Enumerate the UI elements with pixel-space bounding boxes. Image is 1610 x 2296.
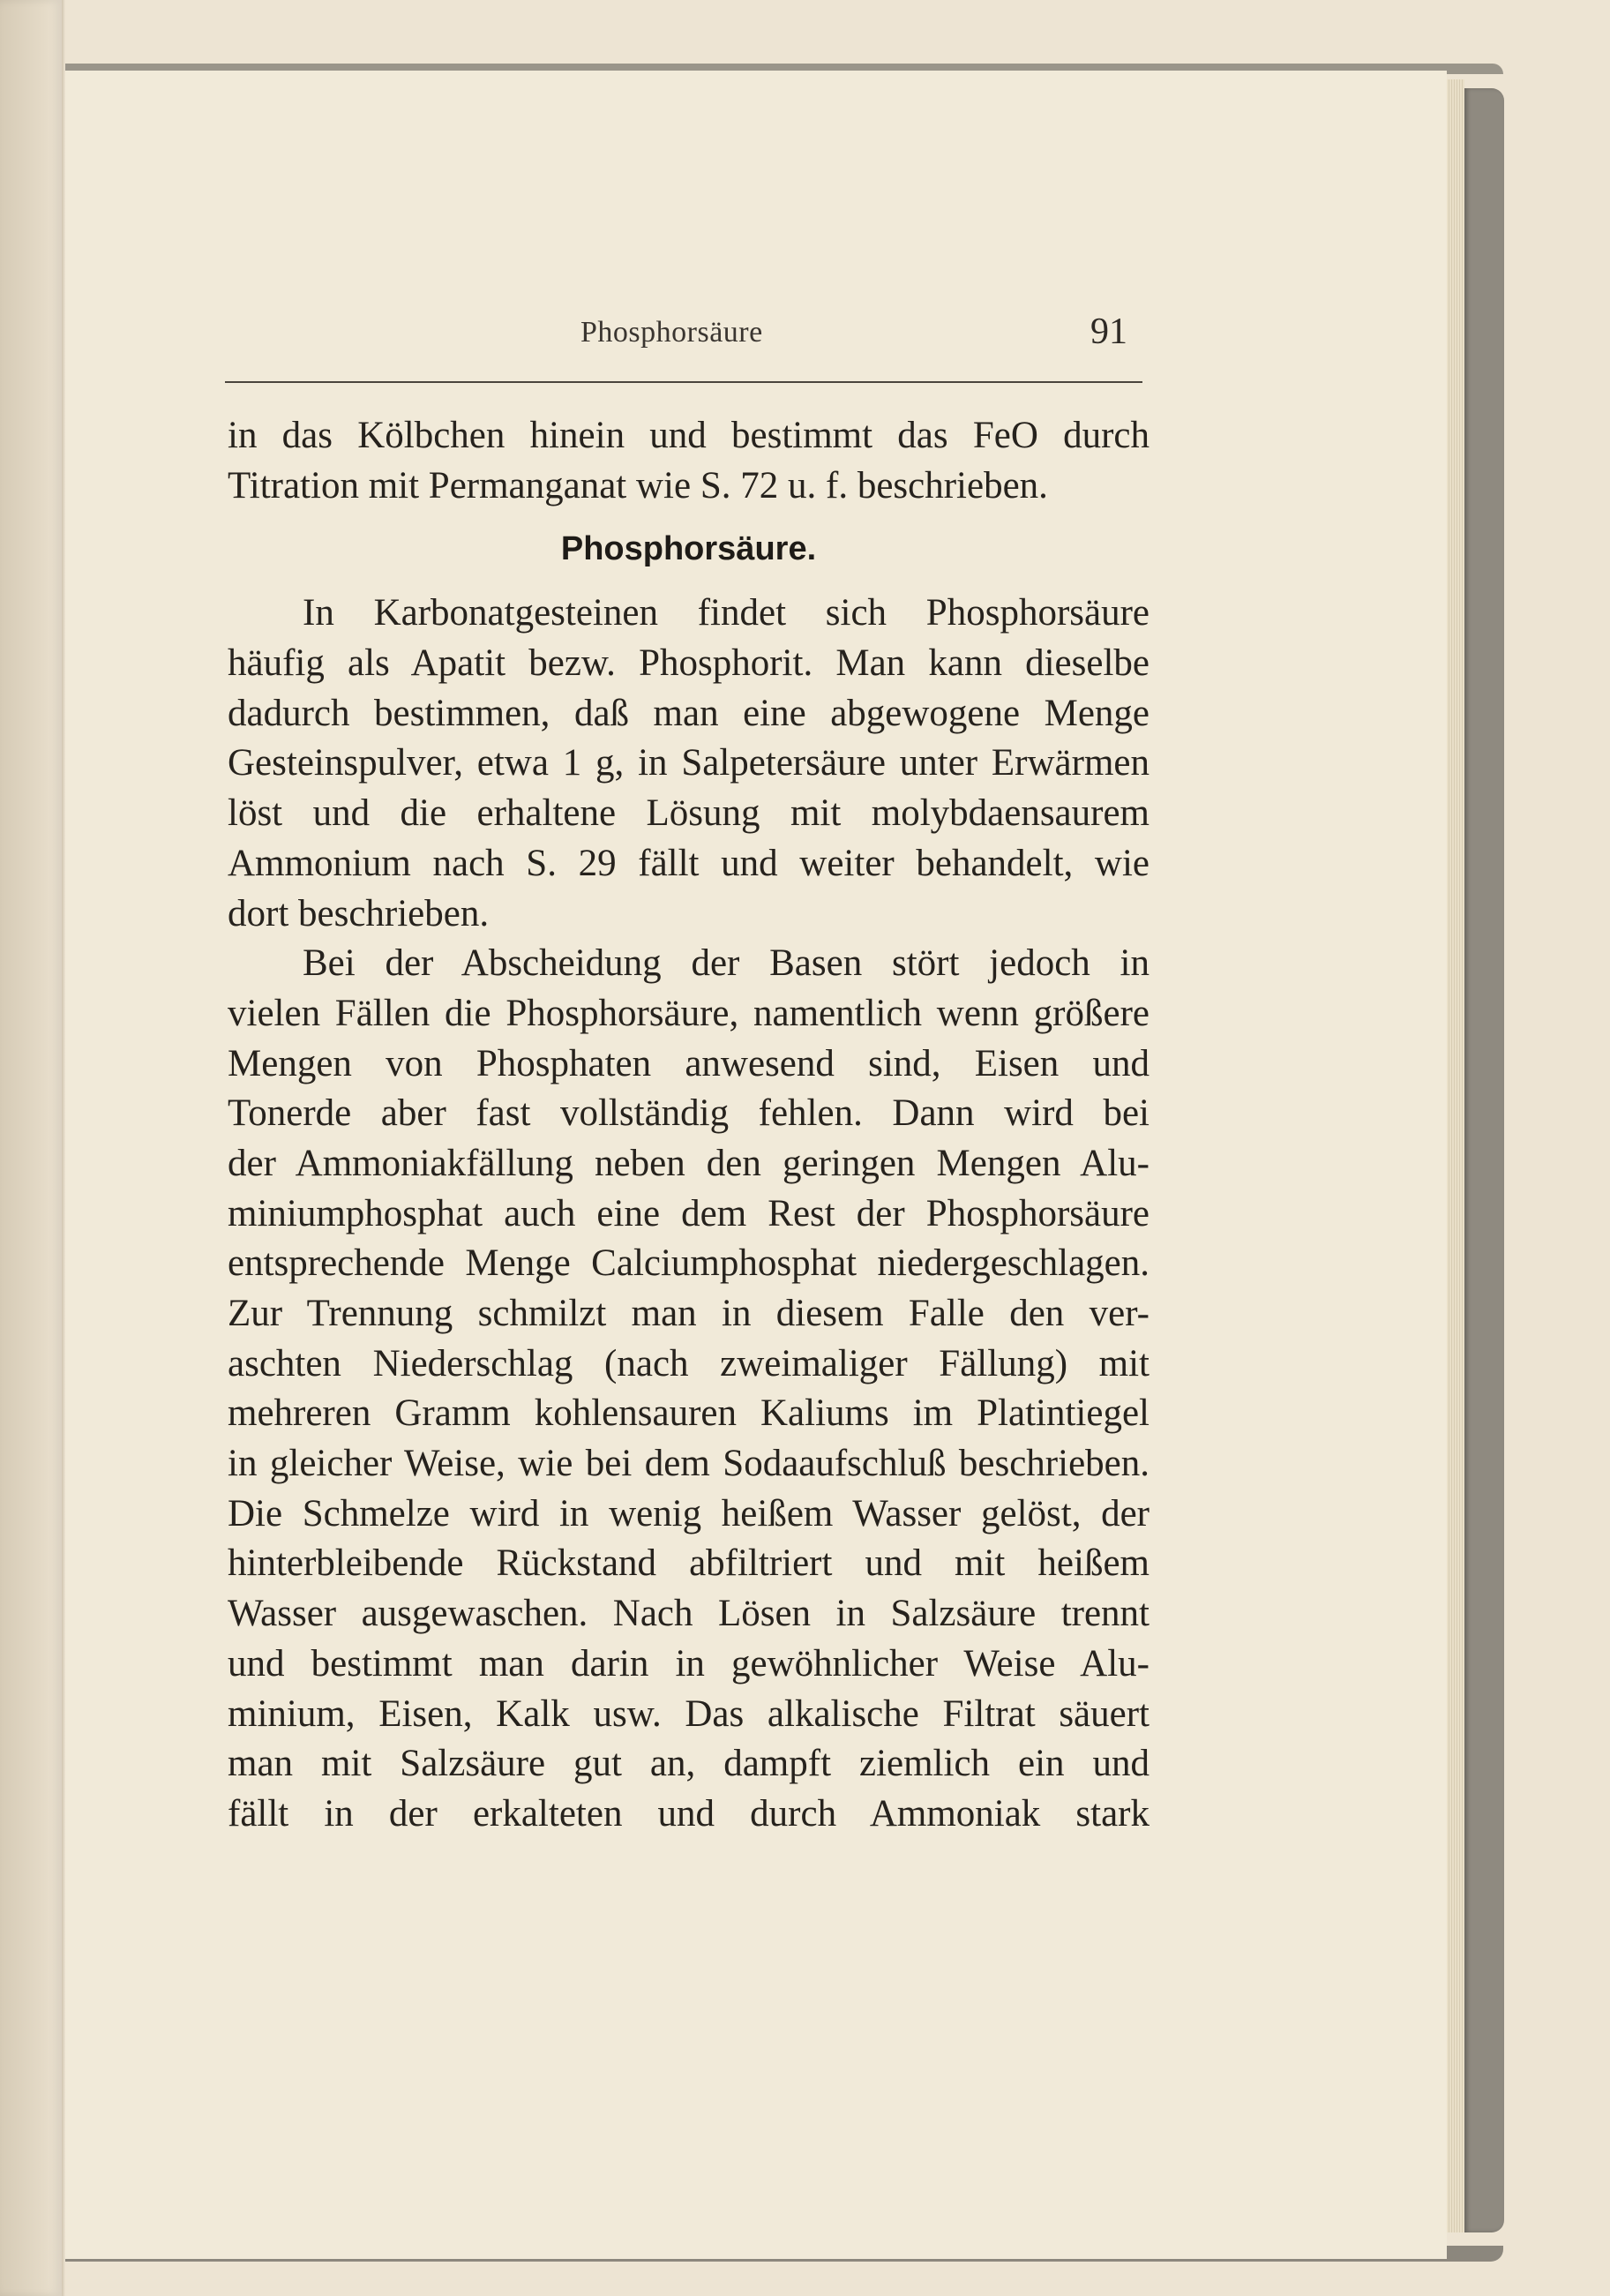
page-number: 91 [1090,311,1127,352]
paragraph-carbonate-rocks [228,589,1149,939]
text-line: Wasser ausgewaschen. Nach Lösen in Salzsäure trennt [228,1593,1149,1635]
text-line: Zur Trennung schmilzt man in diesem Falle den ver- [228,1293,1149,1334]
page-edges [1447,79,1464,2232]
text-line: und bestimmt man darin in gewöhnlicher Weise Alu- [228,1642,1149,1684]
text-line: entsprechende Menge Calciumphosphat niedergeschlagen. [228,1242,1149,1285]
text-line: Mengen von Phosphaten anwesend sind, Eisen und [228,1042,1149,1084]
page-header [228,311,1127,369]
text-line: löst und die erhaltene Lösung mit molybdaensaurem [228,792,1149,835]
text-line: Ammonium nach S. 29 fällt und weiter behandelt, wie [228,842,1149,884]
left-page-edge [0,0,62,2296]
text-line: aschten Niederschlag (nach zweimaliger Fällung) mit [228,1342,1149,1384]
text-line: Gesteinspulver, etwa 1 g, in Salpetersäure unter Erwärmen [228,742,1149,784]
section-heading: Phosphorsäure. [560,530,817,568]
body-text [228,411,1149,1840]
text-line: dort beschrieben. [228,892,490,934]
paragraph-separation-of-bases [228,939,1149,1839]
text-line: häufig als Apatit bezw. Phosphorit. Man kann dieselbe [228,642,1149,685]
book-cover-edge [1464,88,1504,2232]
text-line: minium, Eisen, Kalk usw. Das alkalische Filtrat säuert [228,1692,1149,1735]
text-line: vielen Fällen die Phosphorsäure, namentlich wenn größere [228,992,1149,1034]
text-line: fällt in der erkalteten und durch Ammoniak stark [228,1792,1149,1835]
text-line: man mit Salzsäure gut an, dampft ziemlich ein und [228,1743,1149,1785]
text-line: miniumphosphat auch eine dem Rest der Phosphorsäure [228,1192,1149,1234]
text-line: Bei der Abscheidung der Basen stört jedoch in [303,942,1149,985]
running-title: Phosphorsäure [580,316,763,349]
text-line: In Karbonatgesteinen findet sich Phosphorsäure [303,592,1149,634]
text-line: Die Schmelze wird in wenig heißem Wasser gelöst, der [228,1492,1149,1534]
text-line: Tonerde aber fast vollständig fehlen. Dann wird bei [228,1092,1149,1135]
intro-continuation [228,411,1149,511]
text-line: in das Kölbchen hinein und bestimmt das FeO durch [228,415,1149,456]
text-line: Titration mit Permanganat wie S. 72 u. f. beschrieben. [228,464,1048,506]
text-line: dadurch bestimmen, daß man eine abgewogene Menge [228,692,1149,734]
text-line: mehreren Gramm kohlensauren Kaliums im Platintiegel [228,1392,1149,1435]
text-line: hinterbleibende Rückstand abfiltriert und mit heißem [228,1542,1149,1585]
text-line: der Ammoniakfällung neben den geringen Mengen Alu- [228,1142,1149,1184]
header-rule [225,381,1142,383]
text-line: in gleicher Weise, wie bei dem Sodaaufschluß beschrieben. [228,1443,1149,1485]
